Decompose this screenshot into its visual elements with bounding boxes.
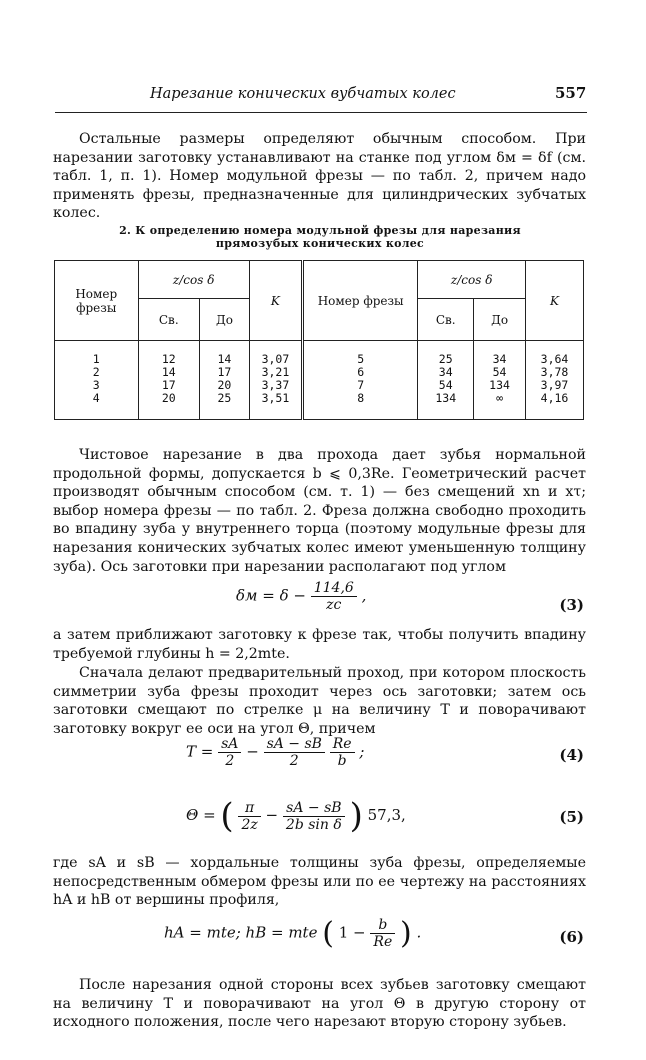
eq6-one-minus: 1 − [338, 923, 366, 942]
eq4-f1-num: sA [218, 736, 241, 753]
equation-5 [186, 796, 406, 836]
eq5-f1-num: π [238, 800, 260, 817]
eq4-minus: − [246, 742, 259, 761]
paragraph-chordal-thickness: где sA и sB — хордальные толщины зуба фрезы, определяемые непосредственным обмером фрезы или по ее чертежу на расстояниях hA и hB от вершины профиля, [53, 855, 586, 909]
eq5-left-paren: ( [220, 796, 234, 836]
equation-6 [164, 916, 421, 951]
left-numbers: 1 2 3 4 [55, 341, 139, 420]
paragraph-final: После нарезания одной стороны всех зубьев заготовку смещают на величину T и поворачивают на угол Θ в другую сторону от исходного положения, после чего нарезают вторую сторону зубьев. [53, 977, 586, 1031]
eq5-minus: − [265, 806, 279, 824]
eq4-f2-den: 2 [289, 753, 299, 769]
eq4-tail: ; [359, 742, 365, 761]
equation-6-number: (6) [559, 928, 584, 946]
eq6-right-paren: ) [400, 916, 412, 951]
col-from-header: Св. [138, 299, 200, 341]
equation-3 [236, 580, 366, 613]
equation-3-number: (3) [559, 596, 584, 614]
equation-5-number: (5) [559, 808, 584, 826]
eq4-f3-den: b [337, 753, 347, 769]
col-z-header-right: z/cos δ [418, 261, 526, 299]
eq4-f3-num: Re [330, 736, 355, 753]
eq5-f2-num: sA − sB [283, 800, 345, 817]
table-caption [80, 224, 560, 250]
right-numbers: 5 6 7 8 [302, 341, 417, 420]
page-number: 557 [555, 84, 587, 102]
left-k: 3,07 3,21 3,37 3,51 [249, 341, 302, 420]
col-number-header: Номер фрезы [55, 261, 139, 341]
eq5-f1-den: 2z [241, 816, 258, 833]
eq5-tail: 57,3, [367, 806, 406, 824]
eq6-lhs: hA = mte; hB = mte [164, 923, 318, 942]
col-z-header: z/cos δ [138, 261, 249, 299]
left-from: 12 14 17 20 [138, 341, 200, 420]
equation-4 [186, 736, 364, 769]
col-to-header-right: До [474, 299, 526, 341]
right-to: 34 54 134 ∞ [474, 341, 526, 420]
eq3-denominator: zc [326, 597, 342, 613]
eq5-f2-den: 2b sin δ [285, 816, 342, 833]
eq4-f2-num: sA − sB [264, 736, 325, 753]
col-number-header-right: Номер фрезы [302, 261, 417, 341]
col-to-header: До [200, 299, 250, 341]
eq5-right-paren: ) [349, 796, 363, 836]
running-header-title: Нарезание конических вубчатых колес [150, 86, 456, 102]
cutter-number-table [54, 260, 584, 420]
paragraph-finishing: Чистовое нарезание в два прохода дает зубья нормальной продольной формы, допускается b ⩽ 0,3Re. Геометрический расчет производят обычным способом (см. т. 1) — без смещений xn и xτ; выбор номера фрезы — по табл. 2. Фреза должна свободно проходить во впадину зуба у внутреннего торца (поэтому модульные фрезы для нарезания конических зубчатых колес имеют уменьшенную толщину зуба). Ось заготовки при нарезании располагают под углом [53, 447, 586, 575]
table-caption-line2: прямозубых конических колес [215, 237, 425, 250]
eq4-f1-den: 2 [225, 753, 235, 769]
col-k-header: K [249, 261, 302, 341]
col-from-header-right: Св. [418, 299, 474, 341]
eq4-lhs: T = [186, 742, 214, 761]
table-caption-line1: 2. К определению номера модульной фрезы для нарезания [119, 224, 521, 237]
eq5-lhs: Θ = [186, 806, 216, 824]
paragraph-preliminary-pass: Сначала делают предварительный проход, при котором плоскость симметрии зуба фрезы проходит через ось заготовки; затем ось заготовки смещают по стрелке μ на величину T и поворачивают заготовку вокруг ее оси на угол Θ, причем [53, 665, 586, 737]
right-k: 3,64 3,78 3,97 4,16 [526, 341, 584, 420]
eq6-den: Re [373, 934, 393, 950]
equation-4-number: (4) [559, 746, 584, 764]
eq6-left-paren: ( [322, 916, 334, 951]
right-from: 25 34 54 134 [418, 341, 474, 420]
left-to: 14 17 20 25 [200, 341, 250, 420]
eq3-lhs: δм = δ − [236, 586, 306, 605]
paragraph-intro: Остальные размеры определяют обычным способом. При нарезании заготовку устанавливают на станке под углом δм = δf (см. табл. 1, п. 1). Номер модульной фрезы — по табл. 2, причем надо применять фрезы, предназначенные для цилиндрических зубчатых колес. [53, 131, 586, 222]
eq6-num: b [370, 917, 395, 934]
col-k-header-right: K [526, 261, 584, 341]
eq6-tail: . [416, 923, 422, 942]
eq3-tail: , [361, 586, 367, 605]
eq3-numerator: 114,6 [311, 580, 357, 597]
paragraph-approach: а затем приближают заготовку к фрезе так, чтобы получить впадину требуемой глубины h = 2,2mte. [53, 627, 586, 662]
header-rule [55, 112, 587, 113]
